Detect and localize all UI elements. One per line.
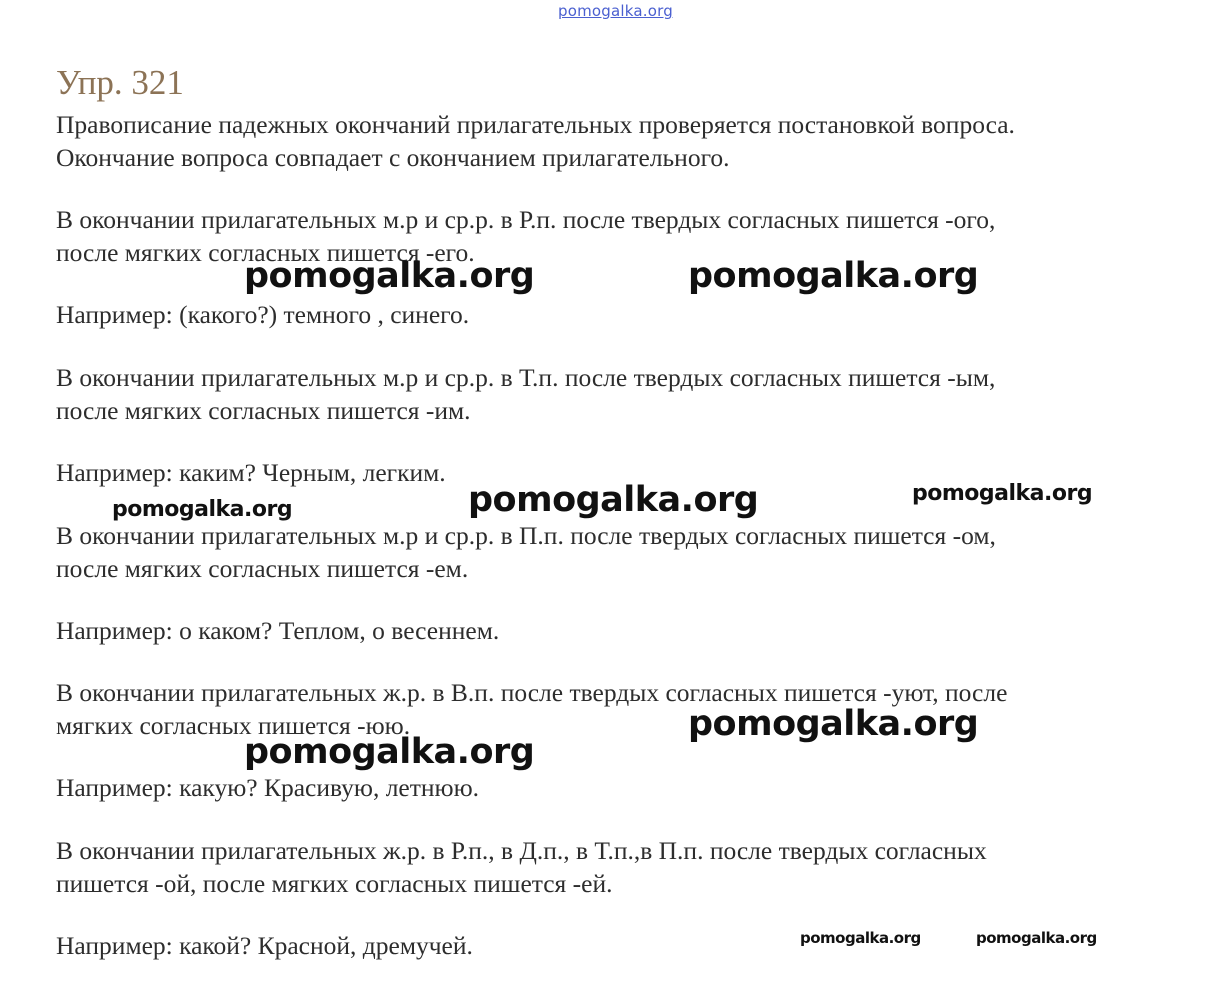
watermark-text: pomogalka.org	[244, 256, 535, 296]
paragraph-rule-instrumental: В окончании прилагательных м.р и ср.р. в Т.п. после твердых согласных пишется -ым, после мягких согласных пишется -им.	[56, 363, 996, 425]
paragraph-example-prepositional: Например: о каком? Теплом, о весеннем.	[56, 616, 500, 645]
site-header-link[interactable]: pomogalka.org	[558, 2, 673, 20]
paragraph-example-accusative-feminine: Например: какую? Красивую, летнюю.	[56, 773, 480, 802]
paragraph-intro: Правописание падежных окончаний прилагательных проверяется постановкой вопроса. Окончание вопроса совпадает с окончанием прилагательного.	[56, 110, 1015, 172]
watermark-text: pomogalka.org	[976, 929, 1097, 947]
paragraph-rule-genitive: В окончании прилагательных м.р и ср.р. в Р.п. после твердых согласных пишется -ого, после мягких согласных пишется -его.	[56, 205, 996, 267]
watermark-text: pomogalka.org	[800, 929, 921, 947]
watermark-text: pomogalka.org	[688, 704, 979, 744]
watermark-text: pomogalka.org	[112, 497, 293, 522]
watermark-text: pomogalka.org	[912, 481, 1093, 506]
watermark-text: pomogalka.org	[688, 256, 979, 296]
paragraph-example-genitive: Например: (какого?) темного , синего.	[56, 300, 470, 329]
paragraph-example-instrumental: Например: каким? Черным, легким.	[56, 458, 446, 487]
exercise-title: Упр. 321	[56, 63, 184, 102]
paragraph-rule-oblique-feminine: В окончании прилагательных ж.р. в Р.п., в Д.п., в Т.п.,в П.п. после твердых согласных пишется -ой, после мягких согласных пишется -ей.	[56, 836, 987, 898]
watermark-text: pomogalka.org	[468, 480, 759, 520]
watermark-text: pomogalka.org	[244, 732, 535, 772]
paragraph-rule-accusative-feminine: В окончании прилагательных ж.р. в В.п. после твердых согласных пишется -уют, после мягких согласных пишется -юю.	[56, 678, 1008, 740]
paragraph-example-oblique-feminine: Например: какой? Красной, дремучей.	[56, 931, 473, 960]
paragraph-rule-prepositional: В окончании прилагательных м.р и ср.р. в П.п. после твердых согласных пишется -ом, после мягких согласных пишется -ем.	[56, 521, 996, 583]
